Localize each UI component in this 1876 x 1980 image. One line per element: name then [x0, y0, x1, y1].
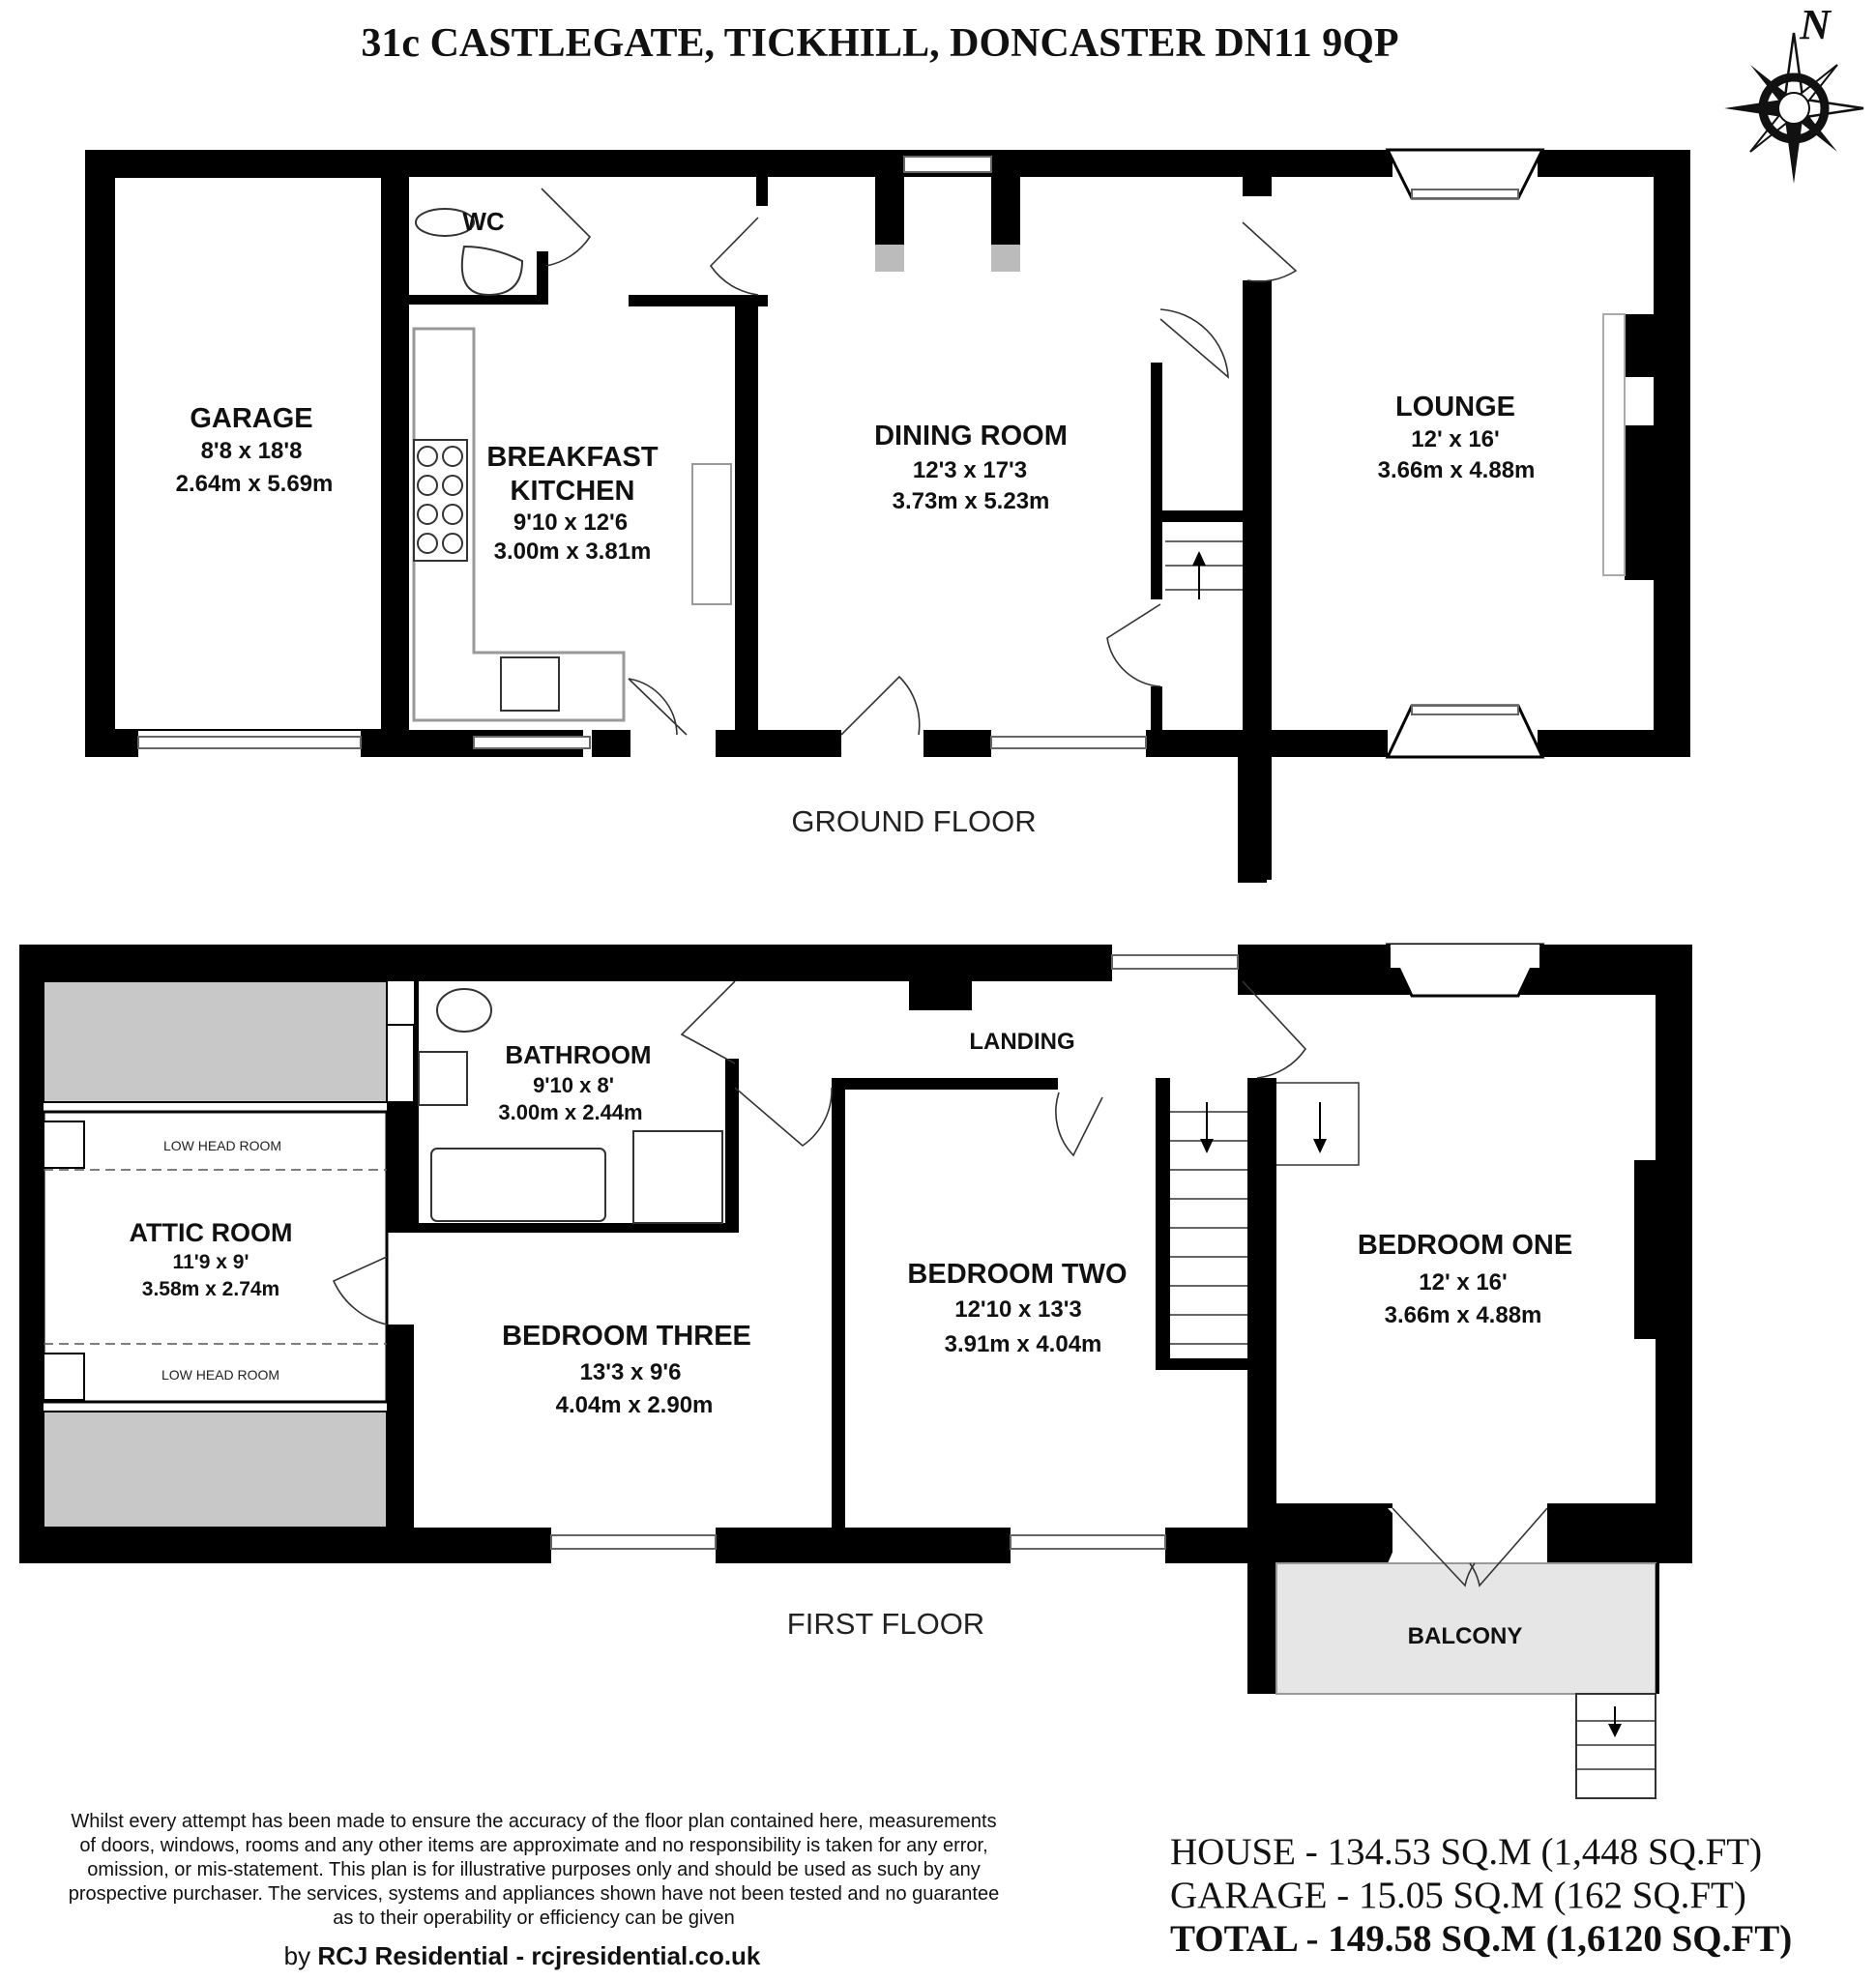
disclaimer [69, 1811, 999, 1929]
property-address: 31c CASTLEGATE, TICKHILL, DONCASTER DN11 9QP [361, 21, 1399, 66]
kitchen-imperial: 9'10 x 12'6 [513, 510, 629, 536]
area-house: HOUSE - 134.53 SQ.M (1,448 SQ.FT) [1170, 1831, 1763, 1873]
bedroom-three-imperial: 13'3 x 9'6 [579, 1359, 682, 1385]
disclaimer-line-5: as to their operability or efficiency can be given [333, 1907, 735, 1929]
credit-company: RCJ Residential [317, 1941, 510, 1970]
dining-metric: 3.73m x 5.23m [892, 488, 1050, 514]
bedroom-two-name: BEDROOM TWO [907, 1259, 1128, 1290]
hob-icon [414, 440, 467, 561]
lounge-imperial: 12' x 16' [1411, 426, 1500, 452]
lounge-metric: 3.66m x 4.88m [1377, 457, 1536, 483]
shower-icon [633, 1131, 722, 1223]
attic-imperial: 11'9 x 9' [172, 1251, 249, 1273]
bath-icon [431, 1149, 605, 1221]
dining-imperial: 12'3 x 17'3 [912, 457, 1028, 483]
disclaimer-line-3: omission, or mis-statement. This plan is for illustrative purposes only and should be used as such by any [87, 1859, 981, 1880]
disclaimer-line-4: prospective purchaser. The services, systems and appliances shown have not been tested and no guarantee [68, 1883, 1000, 1905]
garage-name: GARAGE [190, 403, 313, 434]
area-summary [1170, 1831, 1792, 1960]
area-garage: GARAGE - 15.05 SQ.M (162 SQ.FT) [1170, 1875, 1746, 1916]
bathroom-name: BATHROOM [505, 1040, 652, 1069]
bedroom-two-metric: 3.91m x 4.04m [944, 1331, 1102, 1357]
credit-line [284, 1941, 761, 1970]
bedroom-one-metric: 3.66m x 4.88m [1384, 1302, 1542, 1328]
kitchen-name-line1: BREAKFAST [486, 442, 659, 473]
ground-floor-label: GROUND FLOOR [791, 804, 1037, 838]
attic-metric: 3.58m x 2.74m [141, 1278, 280, 1300]
bedroom-one-name: BEDROOM ONE [1357, 1230, 1573, 1261]
sink-icon [501, 657, 559, 711]
garage-metric: 2.64m x 5.69m [175, 471, 334, 497]
kitchen-name-line2: KITCHEN [510, 476, 635, 507]
bathroom-imperial: 9'10 x 8' [533, 1073, 614, 1097]
attic-low-head-bottom: LOW HEAD ROOM [161, 1367, 280, 1383]
credit-separator: - [515, 1941, 525, 1970]
disclaimer-line-2: of doors, windows, rooms and any other items are approximate and no responsibility is taken for any error, [79, 1835, 988, 1856]
attic-name: ATTIC ROOM [129, 1218, 293, 1247]
area-total: TOTAL - 149.58 SQ.M (1,6120 SQ.FT) [1170, 1918, 1793, 1960]
garage-imperial: 8'8 x 18'8 [200, 438, 303, 464]
north-label: N [1800, 1, 1831, 48]
credit-website: rcjresidential.co.uk [531, 1941, 761, 1970]
landing-name: LANDING [969, 1029, 1075, 1055]
credit-prefix: by [283, 1941, 311, 1970]
first-floor-plan [19, 945, 1692, 1798]
bedroom-one-imperial: 12' x 16' [1419, 1269, 1508, 1296]
lounge-name: LOUNGE [1394, 392, 1516, 422]
wc-name: WC [462, 207, 505, 236]
ground-floor-plan [85, 150, 1690, 883]
disclaimer-line-1: Whilst every attempt has been made to ensure the accuracy of the floor plan contained here, measurements [71, 1811, 997, 1832]
bathroom-metric: 3.00m x 2.44m [498, 1100, 643, 1124]
first-floor-label: FIRST FLOOR [786, 1607, 985, 1641]
bedroom-three-name: BEDROOM THREE [502, 1321, 751, 1352]
kitchen-metric: 3.00m x 3.81m [493, 539, 652, 565]
attic-low-head-top: LOW HEAD ROOM [162, 1138, 282, 1153]
bedroom-three-metric: 4.04m x 2.90m [555, 1392, 714, 1418]
balcony-name: BALCONY [1407, 1623, 1523, 1649]
compass-icon [1724, 1, 1863, 184]
dining-name: DINING ROOM [874, 421, 1068, 451]
bedroom-two-imperial: 12'10 x 13'3 [954, 1296, 1082, 1323]
